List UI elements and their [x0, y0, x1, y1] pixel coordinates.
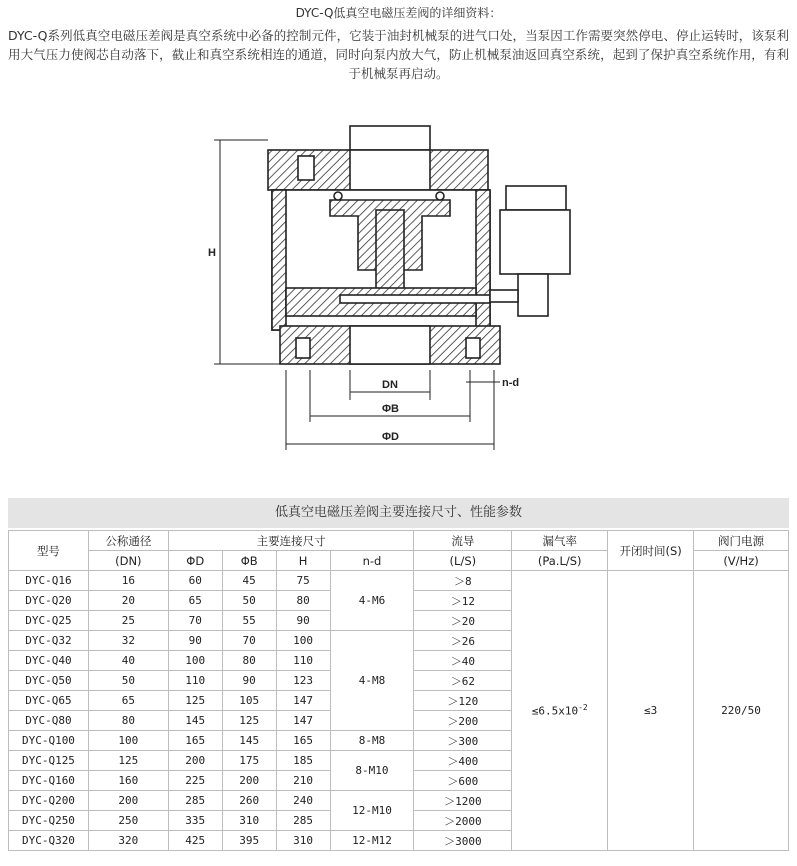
cell-h: 185 — [276, 751, 330, 771]
cell-phib: 395 — [222, 831, 276, 851]
cell-nd: 4-M8 — [330, 631, 414, 731]
cell-phib: 90 — [222, 671, 276, 691]
cell-flow: ＞20 — [414, 611, 512, 631]
cell-model: DYC-Q125 — [9, 751, 89, 771]
cell-phib: 310 — [222, 811, 276, 831]
cell-flow: ＞200 — [414, 711, 512, 731]
cell-phid: 425 — [168, 831, 222, 851]
cell-phib: 260 — [222, 791, 276, 811]
cell-dn: 50 — [88, 671, 168, 691]
cell-phid: 225 — [168, 771, 222, 791]
cell-flow: ＞40 — [414, 651, 512, 671]
cell-dn: 80 — [88, 711, 168, 731]
cell-phib: 45 — [222, 571, 276, 591]
cell-h: 165 — [276, 731, 330, 751]
cell-phid: 285 — [168, 791, 222, 811]
cell-model: DYC-Q100 — [9, 731, 89, 751]
cell-h: 310 — [276, 831, 330, 851]
header-power: 阀门电源 — [694, 531, 789, 551]
cell-model: DYC-Q16 — [9, 571, 89, 591]
cell-phib: 80 — [222, 651, 276, 671]
cell-dn: 320 — [88, 831, 168, 851]
header-phib: ΦB — [222, 551, 276, 571]
table-row — [9, 571, 789, 591]
cell-model: DYC-Q200 — [9, 791, 89, 811]
cell-phid: 145 — [168, 711, 222, 731]
cell-phid: 200 — [168, 751, 222, 771]
cell-dn: 32 — [88, 631, 168, 651]
cell-phib: 55 — [222, 611, 276, 631]
cell-h: 147 — [276, 691, 330, 711]
cell-leak: $\le 6.5x10^{-2}$ — [512, 571, 608, 851]
cell-flow: ＞3000 — [414, 831, 512, 851]
cell-dn: 250 — [88, 811, 168, 831]
intro-paragraph: DYC-Q系列低真空电磁压差阀是真空系统中必备的控制元件，它装于油封机械泵的进气口处，当泵因工作需要突然停电、停止运转时，该泵利用大气压力使阀芯自动落下，截止和真空系统相连的通道，同时向泵内放大气，防止机械泵油返回真空系统，起到了保护真空系统作用，有利于机械泵再启动。 — [8, 28, 789, 81]
cell-phid: 335 — [168, 811, 222, 831]
cell-model: DYC-Q320 — [9, 831, 89, 851]
cell-h: 123 — [276, 671, 330, 691]
cell-flow: ＞12 — [414, 591, 512, 611]
dim-phid-label: ΦD — [382, 431, 399, 443]
page-title: DYC-Q低真空电磁压差阀的详细资料： — [295, 6, 502, 20]
cell-phib: 125 — [222, 711, 276, 731]
cell-phib: 105 — [222, 691, 276, 711]
cell-nd: 12-M12 — [330, 831, 414, 851]
cell-dn: 65 — [88, 691, 168, 711]
cell-model: DYC-Q160 — [9, 771, 89, 791]
header-dims: 主要连接尺寸 — [168, 531, 414, 551]
header-h: H — [276, 551, 330, 571]
dim-phib-label: ΦB — [382, 403, 399, 415]
cell-h: 210 — [276, 771, 330, 791]
cell-phib: 200 — [222, 771, 276, 791]
valve-section-drawing — [200, 120, 580, 460]
cell-dn: 100 — [88, 731, 168, 751]
cell-flow: ＞600 — [414, 771, 512, 791]
cell-dn: 200 — [88, 791, 168, 811]
cell-h: 285 — [276, 811, 330, 831]
cell-flow: ＞1200 — [414, 791, 512, 811]
header-flow: 流导 — [414, 531, 512, 551]
cell-nd: 12-M10 — [330, 791, 414, 831]
cell-model: DYC-Q65 — [9, 691, 89, 711]
cell-model: DYC-Q50 — [9, 671, 89, 691]
cell-phid: 125 — [168, 691, 222, 711]
cell-nd: 4-M6 — [330, 571, 414, 631]
cell-flow: ＞400 — [414, 751, 512, 771]
dim-nd-label: n-d — [502, 377, 520, 389]
cell-phib: 175 — [222, 751, 276, 771]
cell-nd: 8-M8 — [330, 731, 414, 751]
cell-time: ≤3 — [608, 571, 694, 851]
header-nd: n-d — [330, 551, 414, 571]
cell-h: 240 — [276, 791, 330, 811]
cell-model: DYC-Q40 — [9, 651, 89, 671]
cell-phid: 90 — [168, 631, 222, 651]
table-caption: 低真空电磁压差阀主要连接尺寸、性能参数 — [8, 498, 789, 528]
cell-flow: ＞8 — [414, 571, 512, 591]
cell-phid: 110 — [168, 671, 222, 691]
cell-phid: 70 — [168, 611, 222, 631]
header-power-unit: (V/Hz) — [694, 551, 789, 571]
cell-model: DYC-Q250 — [9, 811, 89, 831]
header-phid: ΦD — [168, 551, 222, 571]
cell-dn: 160 — [88, 771, 168, 791]
cell-phid: 100 — [168, 651, 222, 671]
cell-flow: ＞2000 — [414, 811, 512, 831]
header-flow-unit: (L/S) — [414, 551, 512, 571]
header-time: 开闭时间(S) — [608, 531, 694, 571]
dim-h-label: H — [208, 247, 216, 259]
cell-phib: 145 — [222, 731, 276, 751]
cell-h: 90 — [276, 611, 330, 631]
cell-dn: 125 — [88, 751, 168, 771]
cell-model: DYC-Q25 — [9, 611, 89, 631]
cell-dn: 20 — [88, 591, 168, 611]
cell-power: 220/50 — [694, 571, 789, 851]
cell-flow: ＞300 — [414, 731, 512, 751]
cell-flow: ＞62 — [414, 671, 512, 691]
cell-flow: ＞26 — [414, 631, 512, 651]
dim-dn-label: DN — [382, 379, 398, 391]
cell-dn: 16 — [88, 571, 168, 591]
cell-model: DYC-Q80 — [9, 711, 89, 731]
header-model: 型号 — [9, 531, 89, 571]
cell-dn: 40 — [88, 651, 168, 671]
cell-phid: 60 — [168, 571, 222, 591]
header-dn: 公称通径 — [88, 531, 168, 551]
cell-model: DYC-Q32 — [9, 631, 89, 651]
cell-h: 80 — [276, 591, 330, 611]
cell-flow: ＞120 — [414, 691, 512, 711]
header-leak: 漏气率 — [512, 531, 608, 551]
cell-h: 110 — [276, 651, 330, 671]
cell-dn: 25 — [88, 611, 168, 631]
header-dn-unit: (DN) — [88, 551, 168, 571]
cell-h: 75 — [276, 571, 330, 591]
spec-table — [8, 530, 789, 851]
cell-phib: 70 — [222, 631, 276, 651]
cell-model: DYC-Q20 — [9, 591, 89, 611]
cell-h: 147 — [276, 711, 330, 731]
header-leak-unit: (Pa.L/S) — [512, 551, 608, 571]
cell-nd: 8-M10 — [330, 751, 414, 791]
cell-phid: 65 — [168, 591, 222, 611]
cell-phib: 50 — [222, 591, 276, 611]
cell-phid: 165 — [168, 731, 222, 751]
cell-h: 100 — [276, 631, 330, 651]
